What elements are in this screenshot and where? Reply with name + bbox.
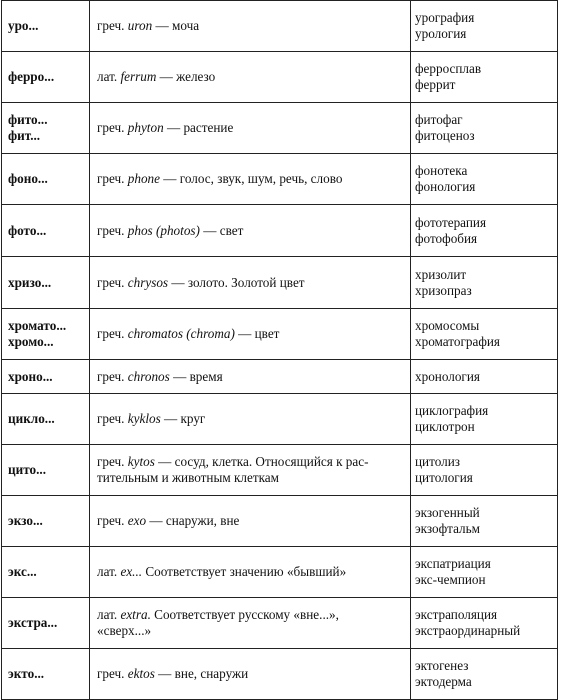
example-word: цитолиз xyxy=(415,454,460,469)
prefix-text: цито... xyxy=(8,462,46,477)
meaning-cell xyxy=(90,1,411,52)
language-label: греч. xyxy=(97,368,125,384)
table-row xyxy=(2,103,558,154)
language-label: греч. xyxy=(97,18,125,33)
table-row xyxy=(2,496,558,547)
prefix-cell xyxy=(2,547,90,598)
meaning-line xyxy=(97,275,404,291)
table-row xyxy=(2,598,558,649)
source-word: ex... xyxy=(120,564,143,579)
prefix-cell xyxy=(2,649,90,700)
prefix-cell xyxy=(2,103,90,154)
meaning-line xyxy=(97,120,404,136)
table-row xyxy=(2,309,558,360)
prefix-cell xyxy=(2,154,90,205)
prefix-cell xyxy=(2,309,90,360)
prefix-text: экстра... xyxy=(8,615,58,630)
prefix-text: экто... xyxy=(8,666,45,681)
examples-cell xyxy=(411,1,558,52)
prefix-cell xyxy=(2,445,90,496)
source-word: ektos xyxy=(127,666,155,681)
meaning-line xyxy=(97,18,404,34)
examples-cell xyxy=(411,52,558,103)
meaning-cell xyxy=(90,309,411,360)
language-label: лат. xyxy=(97,564,118,579)
example-word: экс-чемпион xyxy=(415,572,486,587)
prefix-text: ферро... xyxy=(8,69,55,84)
example-word: урография xyxy=(415,10,475,25)
example-word: экзофтальм xyxy=(415,521,480,536)
prefix-text: фито... xyxy=(8,112,48,127)
language-label: греч. xyxy=(97,222,125,238)
table-row xyxy=(2,154,558,205)
meaning-line xyxy=(97,666,404,682)
meaning-text: — золото. Золотой цвет xyxy=(168,274,305,290)
prefix-text: экзо... xyxy=(8,513,43,528)
table-row xyxy=(2,360,558,394)
table-row xyxy=(2,649,558,700)
example-word: эктогенез xyxy=(415,658,469,673)
meaning-cell xyxy=(90,394,411,445)
example-word: экзогенный xyxy=(415,505,480,520)
prefix-text: экс... xyxy=(8,564,37,579)
examples-cell xyxy=(411,154,558,205)
language-label: лат. xyxy=(97,69,118,84)
examples-cell xyxy=(411,445,558,496)
table-row xyxy=(2,1,558,52)
example-word: фонология xyxy=(415,179,476,194)
source-word: chronos xyxy=(127,368,170,384)
source-word: uron xyxy=(127,18,153,33)
examples-cell xyxy=(411,649,558,700)
meaning-text: — голос, звук, шум, речь, слово xyxy=(160,171,343,186)
meaning-cell xyxy=(90,205,411,257)
language-label: греч. xyxy=(97,454,125,469)
table-row xyxy=(2,257,558,309)
meaning-text: — железо xyxy=(156,69,216,84)
source-word: kytos xyxy=(127,454,155,469)
example-word: урология xyxy=(415,26,467,41)
meaning-line xyxy=(97,69,404,85)
language-label: греч. xyxy=(97,274,125,290)
prefix-text: цикло... xyxy=(8,411,55,426)
meaning-text-continued: «сверх...» xyxy=(97,623,152,638)
meaning-cell xyxy=(90,649,411,700)
meaning-text: — свет xyxy=(199,222,244,238)
prefix-cell xyxy=(2,52,90,103)
examples-cell xyxy=(411,598,558,649)
meaning-line xyxy=(97,326,404,342)
meaning-line xyxy=(97,513,404,529)
table-body xyxy=(2,1,558,700)
meaning-text: Соответствует русскому «вне...», xyxy=(150,607,339,622)
language-label: греч. xyxy=(97,411,125,426)
example-word: феррит xyxy=(415,77,456,92)
prefix-text: уро... xyxy=(8,18,39,33)
prefix-cell xyxy=(2,394,90,445)
table-row xyxy=(2,205,558,257)
meaning-cell xyxy=(90,496,411,547)
meaning-text: Соответствует значению «бывший» xyxy=(142,564,347,579)
meaning-cell xyxy=(90,52,411,103)
meaning-text: — вне, снаружи xyxy=(154,666,249,681)
source-word: phone xyxy=(127,171,160,186)
prefix-text: фото... xyxy=(8,222,47,238)
examples-cell xyxy=(411,394,558,445)
source-word: phyton xyxy=(127,120,164,135)
meaning-line xyxy=(97,369,404,385)
language-label: греч. xyxy=(97,666,125,681)
prefix-cell xyxy=(2,360,90,394)
example-word: экстраординарный xyxy=(415,623,521,638)
table-row xyxy=(2,52,558,103)
language-label: греч. xyxy=(97,513,125,528)
prefix-cell xyxy=(2,1,90,52)
examples-cell xyxy=(411,205,558,257)
example-word: хроматография xyxy=(415,334,501,349)
example-word: фотофобия xyxy=(415,230,478,246)
meaning-text: — круг xyxy=(160,411,206,426)
language-label: лат. xyxy=(97,607,118,622)
meaning-cell xyxy=(90,445,411,496)
example-word: фитоценоз xyxy=(415,128,475,143)
prefix-text: фоно... xyxy=(8,171,48,186)
prefix-cell xyxy=(2,205,90,257)
meaning-line xyxy=(97,223,404,239)
meaning-text: — сосуд, клетка. Относящийся к рас- xyxy=(154,454,369,469)
examples-cell xyxy=(411,103,558,154)
source-word: exo xyxy=(127,513,147,528)
meaning-text: — растение xyxy=(163,120,234,135)
example-word: экстраполяция xyxy=(415,607,498,622)
meaning-cell xyxy=(90,360,411,394)
meaning-text: — моча xyxy=(152,18,200,33)
prefix-text: фит... xyxy=(8,128,41,143)
meaning-cell xyxy=(90,598,411,649)
prefix-text: хромо... xyxy=(8,334,54,349)
prefix-cell xyxy=(2,598,90,649)
language-label: греч. xyxy=(97,326,125,341)
example-word: хризопраз xyxy=(415,282,472,298)
meaning-cell xyxy=(90,154,411,205)
prefix-text: хризо... xyxy=(8,274,52,290)
source-word: extra. xyxy=(120,607,151,622)
example-word: цитология xyxy=(415,470,473,485)
meaning-text: — цвет xyxy=(234,326,280,341)
meaning-line xyxy=(97,411,404,427)
table-row xyxy=(2,445,558,496)
source-word: ferrum xyxy=(120,69,157,84)
example-word: хризолит xyxy=(415,266,467,282)
prefix-cell xyxy=(2,257,90,309)
meaning-line xyxy=(97,607,404,623)
example-word: циклография xyxy=(415,403,489,418)
meaning-text: — время xyxy=(169,368,223,384)
examples-cell xyxy=(411,309,558,360)
prefix-text: хромато... xyxy=(8,318,67,333)
examples-cell xyxy=(411,547,558,598)
example-word: циклотрон xyxy=(415,419,475,434)
example-word: ферросплав xyxy=(415,61,482,76)
examples-cell xyxy=(411,360,558,394)
example-word: фитофаг xyxy=(415,112,463,127)
meaning-text: — снаружи, вне xyxy=(146,513,240,528)
meaning-text-continued: тительным и животным клеткам xyxy=(97,470,280,485)
example-word: экспатриация xyxy=(415,556,491,571)
example-word: хромосомы xyxy=(415,318,480,333)
source-word: phos (photos) xyxy=(127,222,200,238)
source-word: kyklos xyxy=(127,411,161,426)
examples-cell xyxy=(411,496,558,547)
meaning-line xyxy=(97,171,404,187)
table-row xyxy=(2,394,558,445)
language-label: греч. xyxy=(97,171,125,186)
meaning-cell xyxy=(90,257,411,309)
examples-cell xyxy=(411,257,558,309)
prefix-table xyxy=(1,0,558,700)
prefix-cell xyxy=(2,496,90,547)
example-word: фототерапия xyxy=(415,214,487,230)
language-label: греч. xyxy=(97,120,125,135)
meaning-line xyxy=(97,454,404,470)
meaning-cell xyxy=(90,547,411,598)
example-word: хронология xyxy=(415,368,480,384)
example-word: фонотека xyxy=(415,163,468,178)
source-word: chromatos (chroma) xyxy=(127,326,235,341)
example-word: эктодерма xyxy=(415,674,472,689)
meaning-line xyxy=(97,564,404,580)
source-word: chrysos xyxy=(127,274,169,290)
prefix-text: хроно... xyxy=(8,368,53,384)
table-row xyxy=(2,547,558,598)
meaning-cell xyxy=(90,103,411,154)
